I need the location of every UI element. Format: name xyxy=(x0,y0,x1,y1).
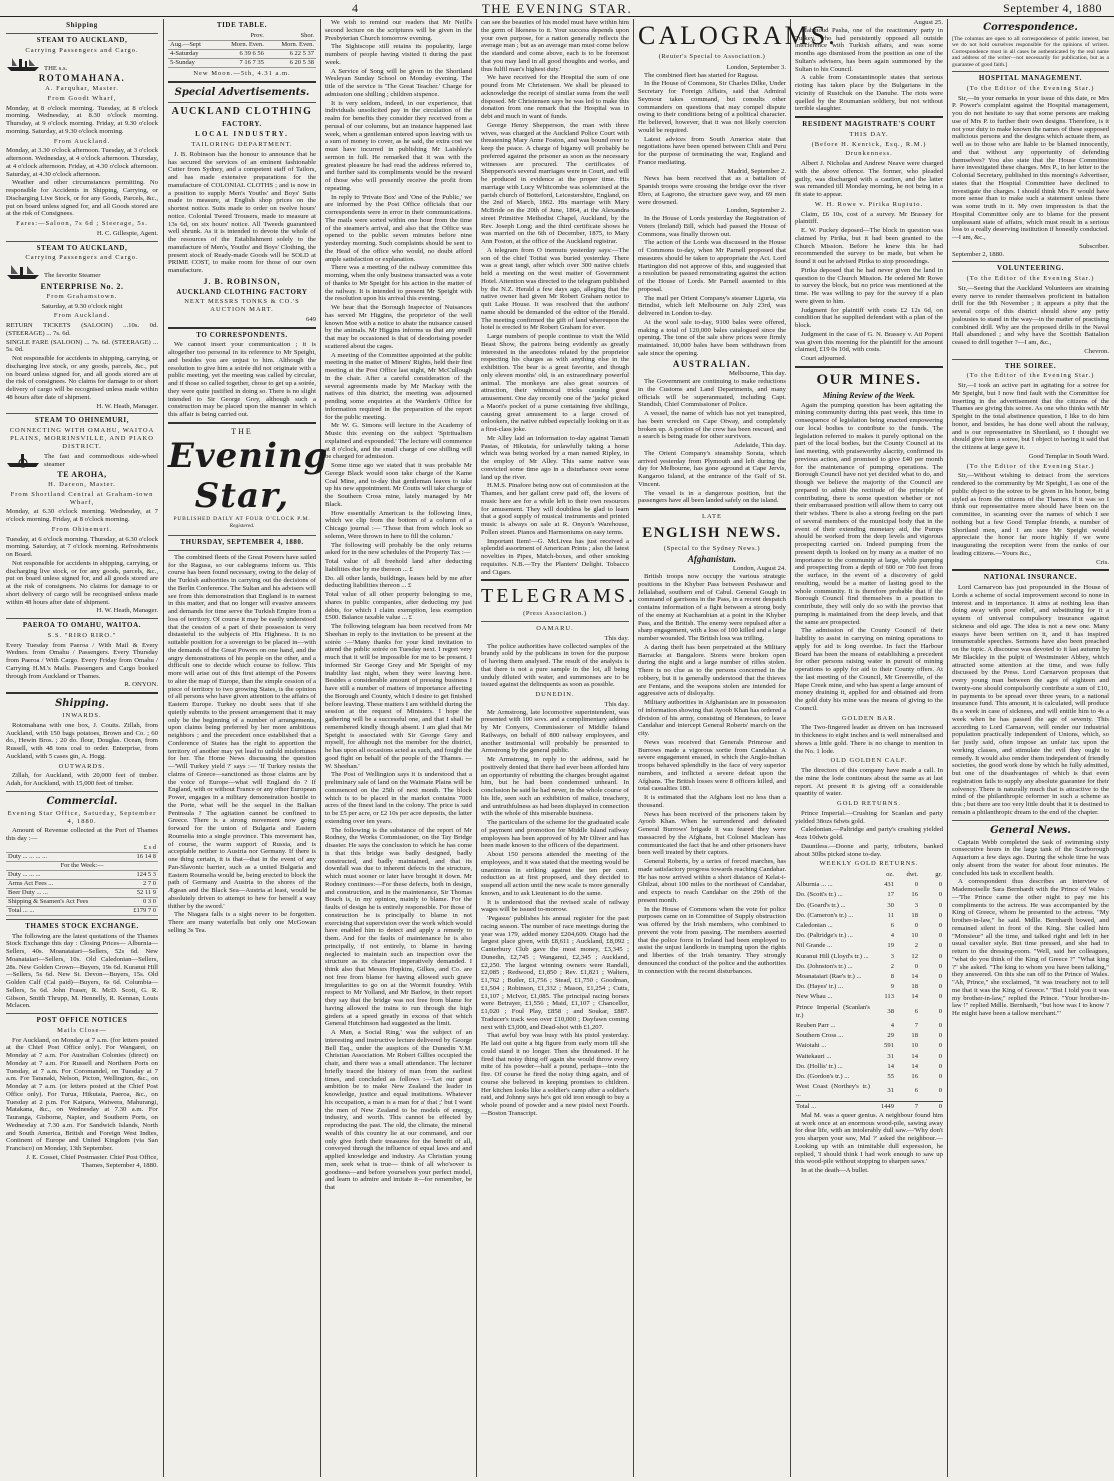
column-5: CALOGRAMS. (Reuter's Special to Association.) London, September 3. The combined fleet has started for Ragusa. In the House of Commons, Sir Charles Dilke, Under Secretary for Foreign Affairs, said that Admiral Seymour takes command, but consults other commanders on questions that may compel dispute owing to their conditions being of a political character. He believed, however, that it was not likely coercion would be required. Latest advices from South America state that negotiations have been opened between Chili and Peru for the purpose of terminating the war, England and France mediating. Madrid, September 2. News has been received that as a battalion of Spanish troops were crossing the bridge over the river Ebro, at Lagrono, the structure gave way, and 69 men were drowned. London, September 2. In the House of Lords yesterday the Registration of Voters (Ireland) Bill, which had passed the House of Commons, was finally thrown out. The action of the Lords was discussed in the House of Commons to-day, when Mr Parnell proposed that measures should be taken to appropriate the Act. Lord Hartington did not approve of this, and suggested that a resolution be passed remonstrating against the action of the House of Lords. Mr Parnell assented to this proposal. The mail per Orient Company's steamer Liguria, via Brindisi, which left Melbourne on July 23rd, was delivered in London to-day. At the wool sale to-day, 9100 bales were offered, making a total of 120,000 bales catalogued since the opening. The tone of the sale show prices were firmly maintained. 10,000 bales have been withdrawn from sale since the opening. AUSTRALIAN. Melbourne, This day. The Government are continuing to make reductions in the Customs and Land Departments, and many officials will be superannuated, including Capt. Standish, Chief Commissioner of Police. A vessel, the name of which has not yet transpired, has been wrecked on Cape Otway, and completely broken up. A portion of the crew has been rescued, and a search is being made for other survivors. Adelaide, This day. The Orient Company's steamship Sorata, which arrived yesterday from Plymouth and left during the day for Melbourne, has gone aground at Cape Jervis, Kangaroo Island, at the entrance of the Gulf of St. Vincent. The vessel is in a dangerous position, but the passengers have all been landed safely on the island. LATE ENGLISH NEWS. (Special to the Sydney News.) Afghanistan. London, August 24. British troops now occupy the various strategic positions in the Khyber Pass between Peshawur and Jellalabad, southern end of Cabul. General Gough in command of garrisons in the Pass, in a recent despatch contains information of a fight between a strong body of the enemy at Kuchambian at a point in the Khyber Pass, and the British. The enemy were repulsed after a sharp engagement, with a loss of 100 killed and a large number wounded. The British loss was trifling. A daring theft has been perpetrated at the Military Barracks at Bangalore. Stores were broken open during the night and a large number of rifles stolen. There is no clue as to the persons concerned in the robbery, but it is generally understood that the thieves are Fenians, and the weapons stolen are intended for aggressive acts of disloyalty. Military authorities in Afghanistan are in possession of information showing that Ayoob Khan has ordered a division of his army, consisting of Herateses, to leave Candahar and intercept General Roberts' march on the city. News was received that Generals Primrose and Burrows made a vigorous sortie from Candahar. A severe engagement ensued, in which the Anglo-Indian troops behaved splendidly in the face of very superior numbers, and inflicted a severe defeat upon the Afghans. The British losses were 8 officers killed, and total casualties 180. It is estimated that the Afghans lost no less than a thousand. News has been received of the prisoners taken by Ayoob Khan. When he surrendered and defeated General Burrows' brigade it was feared they were massacred by the Afghans, but Colonel Maclean has communicated the fact that he and other prisoners have been well treated by their captors. General Roberts, by a series of forced marches, has made satisfactory progress towards reaching Candahar. He has now arrived within a short distance of Kelat-i-Ghilzai, about 100 miles to the northeast of Candahar, and expects to reach Candahar on the 29th of the present month. In the House of Commons when the vote for police purposes came on in Committee of Supply obstruction was offered by the Irish members, who combined to prevent the vote from passing. The members asserted that the police force in Ireland had been employed to assist the unjust landlords in tramping upon the rights and liberties of the Irish tenantry. They strongly denounced the conduct of the police and the authorities in connection with the recent disturbances. xyxy=(638,21,838,975)
gold-return-row: Waiotahi ... 591 10 0 xyxy=(796,1042,942,1050)
post-office-title: POST OFFICE NOTICES xyxy=(36,1016,128,1024)
column-rule xyxy=(163,19,164,1477)
column-rule xyxy=(790,19,791,1477)
gold-return-row: Kuranui Hill (Lloyd's tr.) ... 3 12 0 xyxy=(796,952,942,960)
gold-return-row: Caledonian ... 6 0 0 xyxy=(796,922,942,930)
masthead-name: Evening Star, xyxy=(168,435,329,516)
gold-return-row: Reuben Parr ... 4 7 0 xyxy=(796,1022,942,1030)
english-news-heading: ENGLISH NEWS. xyxy=(642,524,782,541)
correspondents-title: TO CORRESPONDENTS. xyxy=(196,330,288,339)
gold-return-row: Waitekauri ... 31 14 0 xyxy=(796,1052,942,1060)
gold-return-row: Southern Cross ... 29 18 0 xyxy=(796,1032,942,1040)
gold-return-row: Do. (Scott's tr.) ... 17 16 0 xyxy=(796,891,942,899)
afghanistan-heading: Afghanistan. xyxy=(687,553,737,564)
stock-exchange-title: THAMES STOCK EXCHANGE. xyxy=(25,921,139,930)
column-rule xyxy=(947,19,948,1477)
gold-return-row: West Coast (Northey's tr.) ... 31 6 0 xyxy=(796,1083,942,1099)
column-6: August 25. Mahmoud Pasha, one of the reactionary party in Turkey, who had persistently opposed all outside interference with Turkish affairs, and was some months ago dismissed from the position as one of the Sultan's advisers, has been again summoned by the Sultan to his Council. A cable from Constantinople states that serious rioting has taken place by the Bulgarians in the vicinity of Rustchuk on the Danube. The riots were quelled by the Roumanian soldiery, but not without terrible slaughter. RESIDENT MAGISTRATE'S COURT THIS DAY. (Before H. Kenrick, Esq., R.M.) Drunkenness. Albert J. Nicholas and Andrew Neave were charged with the above offence. The former, who pleaded guilty, was discharged with a caution, and the latter was remanded till Monday morning, he not being in a fit state to appear. W. H. Rowe v. Pirika Rupiuto. Claim, £6 10s, cost of a survey. Mr Brassey for plaintiff. E. W. Puckey deposed—The block in question was claimed by Pirika, but it had been granted to the Church Mission. Before he knew this he had recommended the survey to be made, but when he found it out he advised Pirika to stop proceedings. Pirika deposed that he had never given the land in question to the Church Mission. He ordered Mr Rowe to survey the block, but no price was mentioned at the time. He was willing to pay for the survey if a plan were given to him. Judgment for plaintiff with costs £2 12s 6d, on condition that he supplied defendant with a plan of the block. Judgment in the case of G. N. Brassey v. Ati Popeni was given this morning for the plaintiff for the amount claimed, £19 0s 10d, with costs. Court adjourned. OUR MINES. Mining Review of the Week. Again the pumping question has been agitating the mining community during this past week, this time in consequence of legislation being enacted empowering our local bodies to contribute to the funds. The legislation referred to makes it purely optional on the part of the local bodies, but the County Council at its last meeting, with praiseworthy alacrity, confirmed its previous action, and promised to give £40 per month for the maintenance of pumping operations. The Borough Council have not yet decided what to do, and though we believe the majority of the Council are prepared to admit the rectitude of the principle of contributing, there is some question whether or not their embarrassed position will allow them to carry out their wishes. There is also a strong feeling on the part of several members of the municipal body that in the event of their extending monetary aid, the Pumps should be worked from the deep levels and vigorous prospecting carried on. Indeed pumping from the present depth is looked on by many as a matter of no importance to the community at large, while pumping and prospecting from a depth of 600 or 700 feet from the surface, in the event of a discovery of gold resulting, would be a matter of lasting good to the whole community. It is therefore probable that if the Borough Council find themselves in a position to contribute, they will only do so with the proviso that pumping is maintained from the deep levels, and that the same are prospected. The admission of the County Council of their liability to assist in carrying on mining operations to apply for aid is long overdue. In fact the Harbour Board has been the means of establishing a precedent for other persons raising water in pursuit of mining operations to apply for aid to their County offers. At the last meeting of the Council, Mr Greenville, of the Hape Creek mine, and who has spent a large amount of money draining it, applied for and obtained aid from the gold duty his mine was the means of giving to the Council. GOLDEN BAR. The Two-fingered leader as driven on has increased in thickness to eight inches and is well mineralised and shows a little gold. There is no change to mention in the No. 1 lode. OLD GOLDEN CALF. The directors of this company have made a call. In the mine the lode continues about the same as at last report. At present it is giving off a considerable quantity of water. GOLD RETURNS. Prince Imperial.—Crushing for Scanlan and party yielded 38ozs 6dwts gold. Caledonian.—Paltridge and party's crushing yielded 4ozs 10dwts gold. Dauntless.—Doone and party, tributers, banked about 30lbs picked stone to-day. WEEKLY GOLD RETURNS. oz. dwt. gr. Alburnia ... ... 431 0 0 Do. (Scott's tr.) ... 17 16 0 Do. (Goard's tr.) ... 30 3 0 Do. (Cameron's tr.) ... 11 18 0 Caledonian ... 6 0 0 Do. (Paltridge's tr.) ... 4 10 0 Nil Grande ... 19 2 0 Kuranui Hill (Lloyd's tr.) ... 3 12 0 Do. (Johnston's tr.) ... 2 0 0 Moanataiari (Rae's tr.) ... 8 14 0 Do. (Hayes' tr.) ... 9 18 0 New Whau ... 113 14 0 Prince Imperial (Scanlan's tr.) 38 6 0 Reuben Parr ... 4 7 0 Southern Cross ... 29 18 0 Waiotahi ... 591 10 0 Waitekauri ... 31 14 0 Do. (Hollis' tr.) ... 14 14 0 Do. (Gordon's tr.) ... 55 16 0 West Coast (Northey's tr.) ... 31 6 0 Total ... 1449 7 0 Mal M. was a queer genius. A neighbour found him at work once at an enormous wood-pile, sawing away for dear life, with an intolerably dull saw.—'Why don't you sharpen your saw, Mal ?' asked the neighbour.—Looking up with an inimitable dull expression, he replied, 'I should think I had work enough to saw up this wood-pile without stopping to sharpen saws.' In at the death—A bullet. xyxy=(795,19,943,1175)
gold-return-total: Total ... 1449 7 0 xyxy=(795,1101,943,1112)
shipping-ad-rotomahana: STEAM TO AUCKLAND, Carrying Passengers and Cargo. THE s.s. ROTOMAHANA. A. Farquhar, Master. From Goodt Wharf, Monday, at 8 o'clock morning. Tuesday, at 8 o'clock morning. Wednesday, at 8.30 o'clock morning. Thursday, at 9 o'clock morning. Friday, at 9.30 o'clock morning. Saturday, at 9.30 o'clock morning. From Auckland. Monday, at 3.30 o'clock afternoon. Tuesday, at 3 o'clock afternoon. Wednesday, at 4 o'clock afternoon. Thursday, at 4 o'clock afternoon. Friday, at 4.30 o'clock afternoon. Saturday, at 4.30 o'clock afternoon. Weather and other circumstances permitting. No responsible for Accidents in Shipping, Carrying, or Discharging Live Stock, or for any Goods, Parcels, &c., put on board unless signed for, and all Goods stored are at the risk of Consignees. Fares:—Saloon, 7s 6d ; Steerage, 5s. H. C. Gillespie, Agent. xyxy=(6,35,158,237)
gold-return-row: Do. (Johnston's tr.) ... 2 0 0 xyxy=(796,962,942,970)
gold-return-row: Do. (Gordon's tr.) ... 55 16 0 xyxy=(796,1073,942,1081)
shipping-ad-enterprise: STEAM TO AUCKLAND, Carrying Passengers and Cargo. The favorite Steamer ENTERPRISE No. 2. From Grahamstown. Saturday, at 9.30 o'clock night From Auckland. RETURN TICKETS (SALOON) ...10s. 0d. (STEERAGE) ... 7s. 6d. SINGLE FARE (SALOON) ... 7s. 6d. (STEERAGE) ... 5s. 0d. Not responsible for accidents in shipping, carrying, or discharging live stock, or any goods, parcels, &c., put on board unless signed for, and all goods stored are at the risk of consignees. No claims for damage to or short delivery of cargo will be recognised unless made within 48 hours after date of shipment. H. W. Heath, Manager. xyxy=(6,243,158,410)
telegrams-heading: TELEGRAMS. xyxy=(481,585,636,608)
column-3: We wish to remind our readers that Mr Neill's second lecture on the scriptures will be given in the Presbyterian Church tomorrow evening. The Sightscope still retains its popularity, large numbers of people having visited it during the past week. A Service of Song will be given in the Shortland Wesleyan Sunday School on Monday evening. The title of the service is 'The Great Teacher.' Charge for admission one shilling ; children sixpence. It is very seldom, indeed, in our experience, that individuals unsolicited pay in the circulation of the realm for benefits they consider they received from a perusal of our columns, but an instance happened last week, when a gentleman entered upon leaving with us a sum of money to cover, as he said, the extra cost we must have incurred in publishing Mr Laishley's sermon in full. He remarked that it was with the greatest pleasure he had read the address referred to, and further said its compliments would be the reward of those who will presently receive the profit from repeating. In reply to 'Private Box' and 'One of the Public,' we are informed by the Post Office officials that our correspondents were in error in their communications. The mails were sorted within one hour from the time of the steamer's arrival, and also that the Office was opened to the public seven minutes before nine yesterday morning. Such complaints should be sent to the Head of the office who would, no doubt afford ample satisfaction or explanation. There was a meeting of the railway committee this morning, when the only business transacted was a vote of thanks to Mr Speight for his action in the matter of the railway. It is intended to present Mr Speight with the resolution upon his arrival this evening. We hear that the Borough Inspector of Nuisances has served Mr Higgins, the proprietor of the well known Moe with a notice to abate the nuisance caused by the animals. Mr Higgins informs us that any smell that may be occasioned is that of deodorising powder scattered about the cages. A meeting of the Committee appointed at the public meeting in the matter of Miners' Rights, held their first meeting at the Post Office last night, Mr McCullough in the chair. After a careful consideration of the several agreements made by Mr Mackay with the natives of this district, the meeting was adjourned pending some enquiries at the Warden's Office for information required in the preparation of the report for the public meeting. Mr W. G. Simons will lecture in the Academy of Music this evening on the subject 'Spiritualism explained and expounded.' The lecture will commence at 8 o'clock, and the small charge of one shilling will be charged for admission. Some time ago we stated that it was probable Mr George Black would soon take charge of the Kame Coal Mine, and to-day that gentleman leaves to take up his new appointment. Mr Coutts will take charge of the Southern Cross mine, lately managed by Mr Black. How essentially American is the following lines, which we clip from the bottom of a column of a Chicago journal :— 'Those that from which look so solemn, Were thrown in here to fill the column.' The following will probably be the only returns asked for in the new schedules of the Property Tax :— Total value of all freehold land after deducting liabilities due by me thereon ... £ Do. all other lands, buildings, leases held by me after deducting liabilities thereon ... £ Total value of all other property belonging to me, shares in public companies, after deducting my just debts, for which I claim exemption, less exemption £500. Balance taxable value ... £ The following telegram has been received from Mr Sheehan in reply to the invitation to be present at the soirée :—'Many thanks for your kind invitation to attend the public soirée on Tuesday next. I regret very much that it will be impossible for me to be present. I informed Sir George Grey and Mr Speight of my inability last night, when they were leaving here. Besides a considerable amount of pressing business I have still a number of matters of importance affecting the Borough and County, which I desire to get finished before leaving. These matters I am withheld during the session at the request of Ministers. I hope the gathering will be a successful one, and that I shall be remembered kindly though absent. I am glad that Mr Speight is associated with Sir George Grey and myself, for although not the member for the district, he has upon all occasions acted as such, and fought the good fight on behalf of the people of the Thames. —W. Sheehan.' The Post of Wellington says it is understood that a preliminary sale of land on the Waimate Plains will be commenced on the 25th of next month. The block which is to be placed in the market contains 7000 acres of the finest land in the colony. The price is said to be £5 per acre, or £2 10s per acre deposits, the latter extending over ten years. The following is the substance of the report of Mr Rodney, the Works Commissioner, on the Tay Bridge disaster. He says the conclusion to which he has come is that this bridge was badly designed, badly constructed, and badly maintained, and that its downfall was due to inherent defects in the structure, which must sooner or later have brought it down. Mr Rodney continues:—For these defects, both in design, and construction, and in the maintenance, Sir Thomas Bouch is, in my opinion, mainly to blame. For the faults of design he is entirely responsible. For those of construction he is principally to blame in not exercising that supervision over the work which would have enabled him to detect and apply a remedy to them. And for the faults of maintenance he is also principally, if not entirely, to blame in having neglected to maintain such an inspection over the structure as its character imperatively demanded. I think also that Messrs Hopkins, Gilkes, and Co. are not free from blame for having allowed such grave irregularities to go on at the Wormit foundry. With respect to Mr Yolland, and Mr Barlow, in their report they say that the bridge was not free from blame for having allowed the trains to run through the high girders at a speed greatly in excess of that which General Hutchinson had suggested as the limit. A Man, a Social Ring,' was the subject of an interesting and instructive lecture delivered by George Bell Esq., under the auspices of the Dunedin Y.M. Christian Association. Mr Robert Gillies occupied the chair, and there was a small attendance. The lecturer briefly traced the history of man from the earliest times, and concluded as follows :—'Let our great ambition be to make New Zealand the leader in knowledge, justice and equal institutions. Whatever his occupation, a man is a man for a' that ;' but I want the men of New Zealand to be models of energy, industry, and worth. This cannot be effected by reproducing the past. The old, the climate, the mineral wealth of this country lie at our command, and our only give forth their treasures for the benefit of all, conveyed through the influence of equal laws and and applied knowledge and industry. As Christian young men, seek what is true— think of all who'sover is goodness—and before yourselves your perfect model, and learn to admire and imitate it—for remember, be that xyxy=(325,19,472,1191)
court-heading: RESIDENT MAGISTRATE'S COURT xyxy=(802,120,936,128)
column-rule xyxy=(320,19,321,1477)
cablegrams-heading: CALOGRAMS. xyxy=(638,21,838,50)
section-title-shipping-news: Shipping. xyxy=(55,698,109,709)
page-number: 4 xyxy=(352,1,359,15)
column-rule xyxy=(633,19,634,1477)
issue-dateline: THURSDAY, SEPTEMBER 4, 1880. xyxy=(180,538,304,546)
advertisement-clothing-factory: AUCKLAND CLOTHING FACTORY. LOCAL INDUSTRY. TAILORING DEPARTMENT. J. B. Robinson has the honour to announce that he has secured the services of an eminent fashionable Cutter from Sydney, and a competent staff of Tailors, and has made extensive preparations for the manufacture of COLONIAL CLOTHS ; and is now in a position to supply Men's Youths' and Boys' Suits made to measure, at English shop prices on the shortest notice. Suits made to order on twelve hours' notice. Colonial Tweed Trousers, made to measure at 13s 6d, on six hours' notice. All Tweeds guaranteed well shrunk. As it is intended to devote the whole of the resources of the Establishment solely to the manufacture of Men's, Youths' and Boys' Clothing, the present stock of Ready-made Goods will be SOLD at PRIME COST, to make room for those of our own manufacture. J. B. ROBINSON, AUCKLAND CLOTHING FACTORY NEXT MESSRS TONKS & CO.'S AUCTION MART. 649 xyxy=(168,105,316,323)
column-2: TIDE TABLE. Prov. Shor. Aug.—Sept Morn. Even. Morn. Even. 4-Saturday 6 39 6 56 6 22 5 37 5-Sunday 7 16 7 35 6 20 5 38 New Moon.—5th, 4.31 a.m. Special Advertisements. AUCKLAND CLOTHING FACTORY. LOCAL INDUSTRY. TAILORING DEPARTMENT. J. B. Robinson has the honour to announce that he has secured the services of an eminent fashionable Cutter from Sydney, and a competent staff of Tailors, and has made extensive preparations for the manufacture of COLONIAL CLOTHS ; and is now in a position to supply Men's Youths' and Boys' Suits made to measure, at English shop prices on the shortest notice. Suits made to order on twelve hours' notice. Colonial Tweed Trousers, made to measure at 13s 6d, on six hours' notice. All Tweeds guaranteed well shrunk. As it is intended to devote the whole of the resources of the Establishment solely to the manufacture of Men's, Youths' and Boys' Clothing, the present stock of Ready-made Goods will be SOLD at PRIME COST, to make room for those of our own manufacture. J. B. ROBINSON, AUCKLAND CLOTHING FACTORY NEXT MESSRS TONKS & CO.'S AUCTION MART. 649 TO CORRESPONDENTS. We cannot insert your communication ; it is altogether too personal in its reference to Mr Speight, and besides you are unjust to him. Although the resolution to give him a soirée did not originate with a public meeting, yet the meeting was called by circular, and if those so called together, chose to get up a soirée, they were quite justified in doing so. There is no slight intended to Sir George Grey, although such a construction may be placed upon the manner in which this affair is being carried out. THE Evening Star, PUBLISHED DAILY AT FOUR O'CLOCK P.M. Registered. THURSDAY, SEPTEMBER 4, 1880. The combined fleets of the Great Powers have sailed for the Ragusa, so our cablegrams inform us. This course has been found necessary, owing to the delay of the Turkish authorities in carrying out the decisions of the Berlin Conference. The Sultan and his advisers will see from this demonstration that England is in earnest in this matter, and that no longer will evasive answers and demands for time serve the Turkish Empire from a loss of territory. Of course it may be easily understood that the cession of a part of their possession is very distasteful to the subjects of His Highness. It is no suitable position for a sovereign to be placed in—with the demands of the Great Powers on one hand, and the angry demonstrations of his people on the other, and a difficult one to decide which course to follow. This more will arise out of this first attempt of the Powers to alter the map of Europe, than the simple cession of a piece of territory to two growing States, is the opinion of all persons who have given attention to the affairs of Eastern Europe. Turkey no doubt sees that if she quietly submits to the present arrangement that it may only be the beginning of a number of arrangements, upon claims being preferred by her more ambitious neighbors ; and the precedent once established that a Conference of States has the right to apportion the territory of another may yet lead to unfold misfortunes for her. The Home News discussing the question—'Will Turkey yield ?' says :— 'If Turkey resists the claims of Greece—sanctioned as those claims are by the voice of Europe—what will England do ? If England, with or without France or any other European Power, engages in a military demonstration hostile to the Porte, what will be the sequel in the Balkan Peninsula ? The agitation cannot be confined to Greece. There is a strong movement now going forward for the union of Bulgaria and Eastern Roumelia into a single province. This movement has, of course, the warm support of Russia, and is acceptable neither to Austria nor Germany. If there is one thing certain, it is that—that in the event of any Pan-Slavonic barrier, such as a united Bulgaria and Eastern Roumelia would be, being erected to block the path of Germany and Austria to the shores of the Ægean and the Black Sea—Austria at least, would be absolutely driven to attempt to hew for herself a way thither by the sword.' The Niagara falls is a sight never to be forgotten. There are many waterfalls but only one McGowan selling 3s Tea. xyxy=(168,21,329,934)
column-1: Shipping STEAM TO AUCKLAND, Carrying Passengers and Cargo. THE s.s. ROTOMAHANA. A. Farquhar, Master. From Goodt Wharf, Monday, at 8 o'clock morning. Tuesday, at 8 o'clock morning. Wednesday, at 8.30 o'clock morning. Thursday, at 9 o'clock morning. Friday, at 9.30 o'clock morning. Saturday, at 9.30 o'clock morning. From Auckland. Monday, at 3.30 o'clock afternoon. Tuesday, at 3 o'clock afternoon. Wednesday, at 4 o'clock afternoon. Thursday, at 4 o'clock afternoon. Friday, at 4.30 o'clock afternoon. Saturday, at 4.30 o'clock afternoon. Weather and other circumstances permitting. No responsible for Accidents in Shipping, Carrying, or Discharging Live Stock, or for any Goods, Parcels, &c., put on board unless signed for, and all Goods stored are at the risk of Consignees. Fares:—Saloon, 7s 6d ; Steerage, 5s. H. C. Gillespie, Agent. STEAM TO AUCKLAND, Carrying Passengers and Cargo. The favorite Steamer ENTERPRISE No. 2. From Grahamstown. Saturday, at 9.30 o'clock night From Auckland. RETURN TICKETS (SALOON) ...10s. 0d. (STEERAGE) ... 7s. 6d. SINGLE FARE (SALOON) ... 7s. 6d. (STEERAGE) ... 5s. 0d. Not responsible for accidents in shipping, carrying, or discharging live stock, or any goods, parcels, &c., put on board unless signed for, and all goods stored are at the risk of consignees. No claims for damage to or short delivery of cargo will be recognised unless made within 48 hours after date of shipment. H. W. Heath, Manager. STEAM TO OHINEMURI, CONNECTING WITH OMAHU, WAITOA PLAINS, MORRINSVILLE, AND PIAKO DISTRICT. The fast and commodious side-wheel steamer TE AROHA, H. Dareon, Master. From Shortland Central at Graham-town Wharf, Monday, at 6.30 o'clock morning. Wednesday, at 7 o'clock morning. Friday, at 8 o'clock morning. From Ohinemuri. Tuesday, at 6 o'clock morning. Thursday, at 6.30 o'clock morning. Saturday, at 7 o'clock morning. Refreshments on Board. Not responsible for accidents in shipping, carrying, or discharging live stock, or for any goods, parcels, &c., put on board unless signed for, and all goods stored are at the risk of consignees. No claims for damage to or short delivery of cargo will be recognised unless made within 48 hours after date of shipment. H. W. Heath, Manager. PAEROA TO OMAHU, WAITOA. S.S. "RIRO RIRO." Every Tuesday from Paeroa / With Mail & Every Wednes. from Omahu / Passengers. Every Thursday from Paeroa / With Cargo. Every Friday from Omahu / Carrying H.M.'s Mails. Passengers and Cargo booked through from Auckland or Thames. R. ONYON. Shipping. INWARDS. Rotomahana with one box, J. Coutts. Zillah, from Auckland, with 150 bags potatoes, Brown and Co. ; 60 do., Hewin Bros. ; 20 do. flour, Douglas. Ocean, from Russell, with 48 tons coal to order. Enterprise, from Auckland, with 5 cases gin, A. Hogg. OUTWARDS. Zillah, for Auckland, with 20,000 feet of timber. Adah, for Auckland, with 15,000 feet of timber. Commercial. Evening Star Office, Saturday, September 4, 1880. Amount of Revenue collected at the Port of Thames this day :— £ s d Duty ... ... ... ... 16 14 8 For the Week:— Duty ... ... ... 124 5 3 Arms Act Fees ... 2 7 0 Beer Duty ... ... 52 11 9 Shipping & Seamen's Act Fees 0 3 0 Total ... ... £179 7 0 THAMES STOCK EXCHANGE. The following are the latest quotations of the Thames Stock Exchange this day : Closing Prices— Alburnia—Sellers, 40s. Moanataiari—Sellers, 52s 6d. New Moanataiari—Sellers, 10s. Old Caledonian—Sellers, 28s. New Golden Crown—Buyers, 19s 6d. Kuranui Hill—Sellers, 5s 6d. New St. Devon—Buyers, 15s. Old Golden Calf (Cal paid)—Buyers, 6s 6d. Columbia—Sellers, 5s 6d. John Fraser, R. McD. Scott, G. R. Gibson, Smith Thrupp, M. Hennelly, R. Kennan, Louis Mclacen. POST OFFICE NOTICES Mails Close— For Auckland, on Monday at 7 a.m. (for letters posted at the Chief Post Office only). For Wangarei, on Monday at 7 a.m. For Australian Colonies (direct) on Monday at 7 a.m. For Russell and Northern Ports on Tuesday, at 7 a.m. For Coromandel, on Tuesday at 7 a.m. For Taranaki, Nelson, Picton, Wellington, &c., on Monday at 7 a.m. (or letters posted at the Chief Post Office only). For Turua, Hikutaia, Paeroa, &c., on Tuesday at 2 p.m. For Kaipara, Waiwera, Mahurangi, Matakana, &c., on Wednesday at 7.30 a.m. For Tauranga, Gisborne, Napier, and Southern Ports, on Wednesday at 7.30 a.m. For Sandwich Islands, North and South America, British and Foreign West Indies, Continent of Europe and United Kingdom (via San Francisco) on Monday, 13th September. J. E. Cosset, Chief Postmaster. Chief Post Office, Thames, September 4, 1880. xyxy=(6,21,158,1169)
gold-return-row: Do. (Hollis' tr.) ... 14 14 0 xyxy=(796,1062,942,1070)
gold-return-row: Do. (Hayes' tr.) ... 9 18 0 xyxy=(796,983,942,991)
gold-return-row: Moanataiari (Rae's tr.) ... 8 14 0 xyxy=(796,973,942,981)
general-news-heading: General News. xyxy=(990,824,1071,836)
column-rule xyxy=(476,19,477,1477)
ship-name: ROTOMAHANA. xyxy=(38,73,126,84)
steamship-icon xyxy=(6,264,40,280)
mines-heading: OUR MINES. xyxy=(816,371,922,388)
tide-table-title: TIDE TABLE. xyxy=(216,21,268,29)
gold-return-row: New Whau ... 113 14 0 xyxy=(796,993,942,1001)
ship-name: TE AROHA, xyxy=(57,470,107,480)
paddle-steamer-icon xyxy=(6,452,40,468)
steamship-icon xyxy=(6,56,40,72)
editorial-text: The combined fleets of the Great Powers have sailed for the Ragusa, so our cablegrams inform us. This course has been found necessary, owing to the delay of the Turkish authorities in carrying out the decisions of the Berlin Conference. The Sultan and his advisers will see from this demonstration that England is in earnest in this matter, and that no longer will evasive answers and demands for time serve the Turkish Empire from a loss of territory. Of course it may be easily understood that the cession of a part of their possession is very distasteful to the subjects of His Highness. It is no suitable position for a sovereign to be placed in—with the demands of the Great Powers on one hand, and the angry demonstrations of his people on the other, and a difficult one to decide which course to follow. This more will arise out of this first attempt of the Powers to alter the map of Europe, than the simple cession of a piece of territory to two growing States, is the opinion of all persons who have given attention to the affairs of Eastern Europe. Turkey no doubt sees that if she quietly submits to the present arrangement that it may only be the beginning of a number of arrangements, upon claims being preferred by her more ambitious neighbors ; and the precedent once established that a Conference of States has the right to apportion the territory of another may yet lead to unfold misfortunes for her. The Home News discussing the question—'Will Turkey yield ?' says :— 'If Turkey resists the claims of Greece—sanctioned as those claims are by the voice of Europe—what will England do ? If England, with or without France or any other European Power, engages in a military demonstration hostile to the Porte, what will be the sequel in the Balkan Peninsula ? The agitation cannot be confined to Greece. There is a strong movement now going forward for the union of Bulgaria and Eastern Roumelia into a single province. This movement has, of course, the warm support of Russia, and is acceptable neither to Austria nor Germany. If there is one thing certain, it is that—that in the event of any Pan-Slavonic barrier, such as a united Bulgaria and Eastern Roumelia would be, being erected to block the path of Germany and Austria to the shores of the Ægean and the Black Sea—Austria at least, would be absolutely driven to attempt to hew for herself a way thither by the sword.' xyxy=(168,553,317,910)
revenue-table: £ s d Duty ... ... ... ... 16 14 8 For the Week:— Duty ... ... ... 124 5 3 Arms Act Fees ... 2 7 0 Beer Duty ... ... 52 11 9 Shipping & Seamen's Act Fees 0 3 0 Total ... ... £179 7 0 xyxy=(8,843,156,914)
australian-heading: AUSTRALIAN. xyxy=(672,358,752,369)
section-title-special-ads: Special Advertisements. xyxy=(174,86,310,98)
national-insurance-heading: NATIONAL INSURANCE. xyxy=(983,573,1078,582)
shipping-ad-riro-riro: PAEROA TO OMAHU, WAITOA. S.S. "RIRO RIRO." Every Tuesday from Paeroa / With Mail & Every Wednes. from Omahu / Passengers. Every Thursday from Paeroa / With Cargo. Every Friday from Omahu / Carrying H.M.'s Mails. Passengers and Cargo booked through from Auckland or Thames. R. ONYON. xyxy=(6,621,158,689)
newspaper-title: THE EVENING STAR. xyxy=(481,1,633,16)
page-date: September 4, 1880 xyxy=(1003,1,1102,15)
masthead: THE Evening Star, PUBLISHED DAILY AT FOUR O'CLOCK P.M. Registered. xyxy=(168,426,329,530)
gold-return-row: Do. (Goard's tr.) ... 30 3 0 xyxy=(796,901,942,909)
gold-return-row: Do. (Cameron's tr.) ... 11 18 0 xyxy=(796,911,942,919)
section-title-commercial: Commercial. xyxy=(46,795,118,807)
page-header xyxy=(0,0,1114,17)
correspondence-heading: Correspondence. xyxy=(983,22,1078,33)
gold-return-row: Nil Grande ... 19 2 0 xyxy=(796,942,942,950)
gold-return-row: Prince Imperial (Scanlan's tr.) 38 6 0 xyxy=(796,1003,942,1019)
column-4: can see the beauties of his model must have within him the germ of likeness to it. Your success depends upon your own purpose, for a nation generally reflects the average man ; but as an average man must come below the standard and come above, each is to be foremost that you may land in all good thoughts and works, and thus fulfil man's highest duty.' We have received for the Hospital the sum of one pound from Mr Christensen. We shall be pleased to acknowledge the receipt of similar sums from the well disposed. Mr Christensen says he was led to make this donation from one remark that the Hospital was in debt and much in want of funds. George Henry Shepperson, the man with three wives, was charged at the Auckland Police Court with threatening Mary Anne Foston, and was bound over to keep the peace. A charge of bigamy will probably be preferred against the prisoner as soon as the necessary witnesses are procured. The certificates of Shepperson's several marriages were in Court, and will be produced in evidence at the proper time. His marriage with Lucy Whitcombe was solemnised at the parish church of Botteford, Leicestershire, England, on the 2nd of March, 1862. His marriage with Mary McBride on the 20th of June, 1864, at the Alexandra street Primitive Methodist Chapel, Auckland, by the Rev. Joseph Long; and the third certificate shows he was married on the 6th of December, 1875, to Mary Ann Foston, at the office of the Auckland registrar. A telegram from O inemutu yesterday says:—The son of the chief Totitai was buried yesterday. There was a great tangi, after which over 300 native chiefs held a meeting on the west matter of Government Hotel. Attention was directed to the telegram published by the N.Z. Herald a few days ago, alleging that the native owner had given Mr Robert Graham notice to quit Lake House. It was resolved that the authors' name should be demanded of the editor of the Herald. The meeting confirmed the gift of land whereupon the hotel is erected to Mr Robert Graham for ever. Large numbers of people continue to visit the Wild Beast Show, the patrons being evidently as greatly interested in the anecdotes related by the proprietor respecting his charges as with anything else in the exhibition. The bear is a great favorite, and though only eleven months' old, is an extraordinary powerful animal. The monkeys are also great sources of attraction, their whimsical tricks causing great amusement. One day recently one of the 'jacks' picked a Maori's pocket of a purse containing five shillings, causing great amusement to a large crowd of onlookers, the native rubbed especially looking on it as a first-class joke. Mr Alley laid an information to-day against Tamati Pastas, of Hikutaia, for unlawfully taking a horse which was being worked by a man named Ripley, in the employ of Mr Alley. This same native was convicted some time ago in a disturbance over some land up the river. H.M.S. Pinafore being now out of commission at the Thames, and her gallant crew paid off, the lovers of music here are for a while left to their own resources for amusement. They will doubtless be glad to learn that a good supply of musical instruments and printed music is always on sale at R. Onyon's Warehouse, Pollen street. Pianos and Harmoniums on easy terms. Important Item!—G. McLivea has just received a splendid assortment of American Prints ; also the latest novelties in Pipes, Match-boxes, and other smoking requisites. N.B.—Try the Planters' Delight. Tobacco and Cigars. TELEGRAMS. (Press Association.) OAMARU. This day. The police authorities have collected samples of the brandy sold by the publicans in town for the purpose of having them analysed. The result of the analysis is that there is not a pure sample in the lot, all being unduly diluted with water, and summonses are to be issued against the delinquents as soon as possible. DUNEDIN. This day. Mr Armstrong, late locomotive superintendent, was presented with 100 sovs. and a complimentary address by Mr Conyers, Commissioner of Middle Island Railways, on behalf of 800 railway employees, and another testimonial will probably be presented to Armstrong by the general public. Mr Armstrong, in reply to the address, said he positively denied that there had ever been afforded him an opportunity of rebutting the charges brought against him, but he had been condemned unheard. In conclusion he said he had never, in the whole course of his life, seen such an exhibition of malice, treachery, and untruthfulness as had been displayed in connection with the whole of this miserable business. The particulars of the scheme for the graduated scale of payment and promotion for Middle Island railway employees has been approved of by Mr Oliver and has been made known to the officers of the department. About 150 persons attended the meeting of the employees, and it was stated that the meeting would be unanimous in striking against the ten per cent. reduction as at first proposed, and they decided to suspend all action until the new scale is more generally known, and to ask Lieutenant to do the same. It is understood that the revised scale of railway wages will be issued to-morrow. 'Pegasus' publishes his annual register for the past racing season. The number of race meetings during the year was 179, added money £204,609. Otago had the largest place given, with £8,611 ; Auckland, £8,092 ; Canterbury Club gave the most money, £3,345 ; Dunedin, £2,745 ; Wanganui, £2,345 ; Auckland, £2,250. The largest winning owners were Randall, £2,085 ; Redwood, £1,850 ; Rev. £1,821 ; Walters, £1,762 ; Butler, £1,756 ; Stead, £1,750 ; Goodman, £1,504 ; Robinson, £1,332 ; Mason, £1,254 ; Cutts, £1,107 ; McIvor, £1,085. The principal racing horses were Betrayer, £1,556 ; Maid, £1,107 ; Chancellor, £1,020 ; Foul Play, £858 ; and Soukar, £887. Traducer's track won over £10,000 ; Dayfawn coming next with £3,000, and Dead-shot with £1,207. That awful boy was busy with his pistol yesterday. He laid out quite a big figure from early morn till she could stand it no longer. Then she threatened. If he fired that noisy thing off again she would throw every mite of his powder—half a pound, perhaps—into the fire. Of course he fired the noisy thing again, and of course she believed in keeping promises to children. Her kitchen looks like a soldier's camp after a soldier's raid, and Johnny says he's got old iron enough to buy a whole pound of powder and a new pistol next Fourth.—Boston Transcript. xyxy=(481,19,636,1117)
ship-name: ENTERPRISE No. 2. xyxy=(40,282,124,291)
weekly-gold-returns-table: oz. dwt. gr. Alburnia ... ... 431 0 0 Do. (Scott's tr.) ... 17 16 0 Do. (Goard's tr.) ... 30 3 0 Do. (Cameron's tr.) ... 11 18 0 Caledonian ... 6 0 0 Do. (Paltridge's tr.) ... 4 10 0 Nil Grande ... 19 2 0 Kuranui Hill (Lloyd's tr.) ... 3 12 0 Do. (Johnston's tr.) ... 2 0 0 Moanataiari (Rae's tr.) ... 8 14 0 Do. (Hayes' tr.) ... 9 18 0 New Whau ... 113 14 0 Prince Imperial (Scanlan's tr.) 38 6 0 Reuben Parr ... 4 7 0 Southern Cross ... 29 18 0 Waiotahi ... 591 10 0 Waitekauri ... 31 14 0 Do. (Hollis' tr.) ... 14 14 0 Do. (Gordon's tr.) ... 55 16 0 West Coast (Northey's tr.) ... 31 6 0 Total ... 1449 7 0 xyxy=(795,870,943,1112)
column-7: Correspondence. [The columns are open to all correspondence of public interest, but we do not hold ourselves responsible for the opinions of writers. Correspondence must in all cases be authenticated by the real name and address of the writer—not necessarily for publication, but as a guarantee of good faith.] HOSPITAL MANAGEMENT. (To the Editor of the Evening Star.) Sir,—In your remarks in your issue of this date, re Mrs P. Power's complaint against the Hospital management, you do not hesitate to say that some persons are making use of Mrs P. to further their own designs. Therefore, is it not your duty to make known the names of these supposed malicious persons and the designs which actuate them, as well as to those who are liable to be blamed innocently, and that without any opportunity of defending themselves? You also state that the House Committee have investigated these charges. Mrs P., in her letter to the Colonial Secretary, published in this morning's Advertiser, states that the Hospital Committee have declined to investigate the charges. I should think Mrs P. would have more sense than to make such a statement unless there was some truth in it. My own impression is that the Hospital Committee only are to blame for the present unpleasant state of affairs, which must result in a serious loss to a really deserving institution if honestly conducted.—I am, &c., Subscriber. September 2, 1880. VOLUNTEERING. (To the Editor of the Evening Star.) Sir,—Seeing that the Auckland Volunteers are straining every nerve to render themselves proficient in battalion drill for the 9th November ; it appears a pity that the several corps of this district should show any petty jealousies to stand in the way—in the matter of practising combined drill. Why are the proposed drills in the Naval Hall abandoned ; and why have the Scottish Battalion ceased to drill together ?—I am, &c., Chevron. THE SOIREE. (To the Editor of the Evening Star.) Sir,—I took an active part in agitating for a soiree for Mr Speight, but I now find fault with the Committee for inserting in the advertisement that the citizens of the Thames are giving this soiree. As one who thinks with Mr Speight in the total abstinence question, I like to do him honor, and besides, he has done well about the railway, and is our representative in Shortland, so I thought we should give him a soiree, but I object to having it said that the citizens at large gave it. Good Templar in South Ward. (To the Editor of the Evening Star.) Sir,—Without wishing to detract from the services rendered to the community by Mr Speight, I as one of the public object to the soiree to be given in his honor, being styled as from the citizens of the Thames. If it was so I think our representative more should have been on the committee, in scanning over the names of which I see nothing but a few Good Templar friends, a number of Shortland men, and I am sure Mr Speight would appreciate the honor far more highly if we were inaugurating the reception were from the ranks of our leading citizens.—Yours &c., Cris. NATIONAL INSURANCE. Lord Carnarvon has just propounded in the House of Lords a scheme of social improvement second to none in interest and in importance. It aims at nothing less than doing away with poor relief, and substituting for it a system of universal compulsory insurance against sickness and old age. The idea is not a new one. Many essays have been written on it, and it has inspired innumerable speeches. Sermons have also been preached on the topic. A discourse was devoted to it last autumn by Mr Blackley in the pulpit of Westminster Abbey, which attracted some attention at the time, and was fully discussed by the Press. Lord Carnarvon proposes that every young man between the ages of eighteen and twenty-one should compulsorily contribute a sum of £10, in payments to be spread over three years, to a national insurance fund. This amount, it is calculated, will produce 8s a week in case of sickness, and will entitle him to 4s a week when he has passed the age of seventy. This according to Lord Carnarvon, will render our industrial population practically independent of Unions, which, so far justly said, often impose an unfair tax upon the working classes, and stimulate the evil they ought to remedy. It would also render them independent of friendly societies, the good work done by which he fully admitted, but one of the disadvantages of which is that even registration fails to supply any absolute guarantee for their solvency. There is naturally much that is attractive to the mind of the philanthropic reformer in such a scheme as this ; but there are too very little doubt that it is destined to remain a philanthropic dream to the end of the chapter. General News. Captain Webb completed the task of swimming sixty consecutive hours in the large tank of the Scarborough Aquarium a few days ago. During the whole time he was only absent from the water for about four minutes. He concluded his task in excellent health. A correspondent thus describes an interview of Mademoiselle Sara Bernhardt with the Prince of Wales :—'The Prince came the other night to pay me his compliments to the actress. He was accompanied by the King of Greece, whom he presented to the actress. "My brother-in-law," he said. Mdlle. Bernhardt bowed, and remained silent in front of the King. She called him "Monsieur" all the time, and talked right and left in her usual cavalier style. But time pressed, and she had to return to the dressing-room. "Well, said her colleagues, "what do you think of the King of Greece ?" "What king ?" she asked. "The king to whom you have been talking," they answered. On this she ran off to the Prince of Wales. "Ah, Prince," she exclaimed, "it was treachery not to tell me that it was the King of Greece." "But I told you it was my brother-in-law," replied the Prince. "Your brother-in-law !" replied Mdlle. Bernhardt, "but how was I to know ? He might have been a tallow merchant."' xyxy=(952,22,1109,1018)
gold-return-row: Do. (Paltridge's tr.) ... 4 10 0 xyxy=(796,932,942,940)
shipping-ad-te-aroha: STEAM TO OHINEMURI, CONNECTING WITH OMAHU, WAITOA PLAINS, MORRINSVILLE, AND PIAKO DISTRICT. The fast and commodious side-wheel steamer TE AROHA, H. Dareon, Master. From Shortland Central at Graham-town Wharf, Monday, at 6.30 o'clock morning. Wednesday, at 7 o'clock morning. Friday, at 8 o'clock morning. From Ohinemuri. Tuesday, at 6 o'clock morning. Thursday, at 6.30 o'clock morning. Saturday, at 7 o'clock morning. Refreshments on Board. Not responsible for accidents in shipping, carrying, or discharging live stock, or for any goods, parcels, &c., put on board unless signed for, and all goods stored are at the risk of consignees. No claims for damage to or short delivery of cargo will be recognised unless made within 48 hours after date of shipment. H. W. Heath, Manager. xyxy=(6,416,158,615)
gold-return-row: Alburnia ... ... 431 0 0 xyxy=(796,881,942,889)
tide-table: Prov. Shor. Aug.—Sept Morn. Even. Morn. Even. 4-Saturday 6 39 6 56 6 22 5 37 5-Sunday 7 16 7 35 6 20 5 38 xyxy=(170,31,314,66)
section-title-shipping: Shipping xyxy=(66,21,98,29)
